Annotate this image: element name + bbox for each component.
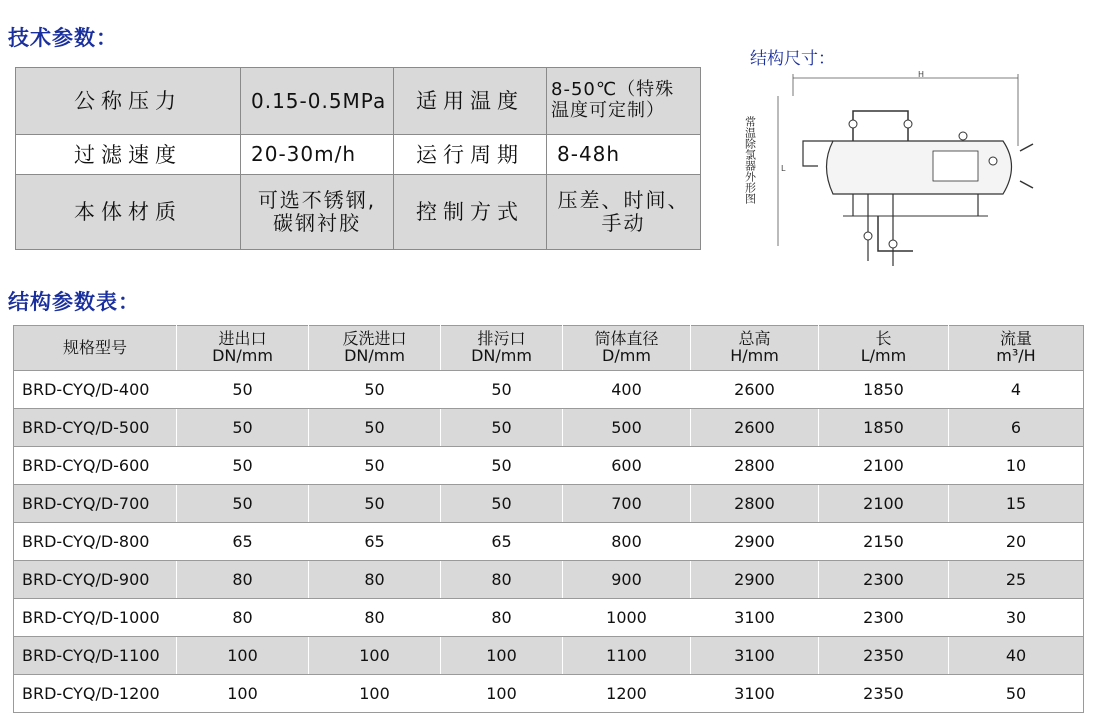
table-cell: 50 xyxy=(177,371,309,409)
model-cell: BRD-CYQ/D-600 xyxy=(14,447,177,485)
table-cell: 65 xyxy=(309,523,441,561)
spec-label: 适用温度 xyxy=(394,68,547,135)
column-header-line2: H/mm xyxy=(730,346,779,365)
table-cell: 1200 xyxy=(563,675,691,713)
spec-value-line: 手动 xyxy=(601,211,646,236)
table-cell: 2350 xyxy=(819,637,949,675)
table-cell: 2150 xyxy=(819,523,949,561)
spec-value-line: 碳钢衬胶 xyxy=(273,211,361,236)
table-cell: 30 xyxy=(949,599,1084,637)
column-header-line2: D/mm xyxy=(602,346,651,365)
table-cell: 6 xyxy=(949,409,1084,447)
column-header-line1: 筒体直径 xyxy=(594,329,659,349)
table-cell: 2600 xyxy=(691,371,819,409)
table-cell: 50 xyxy=(441,485,563,523)
table-cell: 80 xyxy=(177,561,309,599)
table-cell: 1100 xyxy=(563,637,691,675)
model-cell: BRD-CYQ/D-400 xyxy=(14,371,177,409)
model-cell: BRD-CYQ/D-900 xyxy=(14,561,177,599)
column-header xyxy=(177,326,309,371)
structure-body xyxy=(14,371,1084,713)
dechlorinator-outline-drawing xyxy=(738,66,1038,276)
table-row xyxy=(14,523,1084,561)
column-header-line1: 反洗进口 xyxy=(342,329,407,349)
table-cell: 50 xyxy=(309,485,441,523)
spec-row xyxy=(16,68,701,135)
table-cell: 100 xyxy=(441,675,563,713)
table-cell: 80 xyxy=(309,599,441,637)
model-cell: BRD-CYQ/D-700 xyxy=(14,485,177,523)
model-cell: BRD-CYQ/D-500 xyxy=(14,409,177,447)
table-cell: 50 xyxy=(949,675,1084,713)
table-cell: 80 xyxy=(441,599,563,637)
table-cell: 50 xyxy=(441,409,563,447)
diagram-caption: 结构尺寸： xyxy=(750,49,835,69)
dimension-h-label: H xyxy=(918,70,925,79)
table-cell: 500 xyxy=(563,409,691,447)
table-cell: 2100 xyxy=(819,485,949,523)
column-header xyxy=(309,326,441,371)
table-cell: 3100 xyxy=(691,599,819,637)
table-cell: 1850 xyxy=(819,409,949,447)
column-header xyxy=(14,326,177,371)
table-cell: 600 xyxy=(563,447,691,485)
table-cell: 2800 xyxy=(691,485,819,523)
structure-header-row xyxy=(14,326,1084,371)
table-cell: 50 xyxy=(309,447,441,485)
table-cell: 100 xyxy=(441,637,563,675)
model-cell: BRD-CYQ/D-800 xyxy=(14,523,177,561)
column-header xyxy=(949,326,1084,371)
spec-row xyxy=(16,175,701,250)
column-header xyxy=(563,326,691,371)
table-cell: 50 xyxy=(177,447,309,485)
spec-label: 过滤速度 xyxy=(16,135,241,175)
spec-value-line: 8-50℃（特殊 xyxy=(551,79,675,101)
table-cell: 3100 xyxy=(691,675,819,713)
column-header xyxy=(819,326,949,371)
table-cell: 2100 xyxy=(819,447,949,485)
model-cell: BRD-CYQ/D-1200 xyxy=(14,675,177,713)
spec-value-line: 温度可定制） xyxy=(551,100,665,122)
table-cell: 4 xyxy=(949,371,1084,409)
table-cell: 10 xyxy=(949,447,1084,485)
table-row xyxy=(14,561,1084,599)
table-cell: 100 xyxy=(309,637,441,675)
spec-value: 8-48h xyxy=(547,135,701,175)
table-cell: 80 xyxy=(177,599,309,637)
table-cell: 50 xyxy=(309,371,441,409)
table-cell: 1850 xyxy=(819,371,949,409)
table-cell: 25 xyxy=(949,561,1084,599)
spec-label: 本体材质 xyxy=(16,175,241,250)
spec-value xyxy=(547,68,701,135)
table-cell: 3100 xyxy=(691,637,819,675)
table-row xyxy=(14,409,1084,447)
column-header-line1: 排污口 xyxy=(477,329,526,349)
spec-value-line: 可选不锈钢, xyxy=(257,188,377,213)
table-cell: 400 xyxy=(563,371,691,409)
column-header-line2: DN/mm xyxy=(471,346,532,365)
column-header xyxy=(691,326,819,371)
spec-value-line: 压差、时间、 xyxy=(557,188,690,213)
table-cell: 2300 xyxy=(819,599,949,637)
spec-row xyxy=(16,135,701,175)
technical-params-title: 技术参数： xyxy=(8,26,118,50)
table-cell: 100 xyxy=(309,675,441,713)
spec-label: 公称压力 xyxy=(16,68,241,135)
table-cell: 2300 xyxy=(819,561,949,599)
table-row xyxy=(14,447,1084,485)
column-header-line1: 流量 xyxy=(999,329,1032,349)
table-row xyxy=(14,485,1084,523)
table-row xyxy=(14,637,1084,675)
spec-label: 运行周期 xyxy=(394,135,547,175)
table-cell: 50 xyxy=(441,371,563,409)
spec-value: 0.15-0.5MPa xyxy=(241,68,394,135)
table-row xyxy=(14,599,1084,637)
column-header-line2: m³/H xyxy=(996,346,1036,365)
column-header xyxy=(441,326,563,371)
table-cell: 15 xyxy=(949,485,1084,523)
column-header-line2: DN/mm xyxy=(212,346,273,365)
spec-label: 控制方式 xyxy=(394,175,547,250)
structure-table xyxy=(13,325,1084,713)
spec-value: 20-30m/h xyxy=(241,135,394,175)
table-cell: 50 xyxy=(177,485,309,523)
model-cell: BRD-CYQ/D-1100 xyxy=(14,637,177,675)
dimension-l-label: L xyxy=(781,164,786,173)
table-row xyxy=(14,675,1084,713)
table-cell: 100 xyxy=(177,637,309,675)
table-cell: 40 xyxy=(949,637,1084,675)
table-cell: 2900 xyxy=(691,523,819,561)
table-cell: 65 xyxy=(441,523,563,561)
table-cell: 50 xyxy=(177,409,309,447)
spec-value xyxy=(547,175,701,250)
spec-value xyxy=(241,175,394,250)
column-header-line2: L/mm xyxy=(860,346,907,365)
table-cell: 50 xyxy=(441,447,563,485)
structure-params-title: 结构参数表： xyxy=(8,290,140,314)
table-cell: 2800 xyxy=(691,447,819,485)
table-cell: 80 xyxy=(441,561,563,599)
column-header-line1: 总高 xyxy=(738,329,771,349)
table-cell: 1000 xyxy=(563,599,691,637)
table-cell: 800 xyxy=(563,523,691,561)
drawing-vertical-caption: 常温除氯器外形图 xyxy=(743,116,757,204)
table-cell: 2350 xyxy=(819,675,949,713)
spec-table xyxy=(15,67,701,250)
model-cell: BRD-CYQ/D-1000 xyxy=(14,599,177,637)
column-header-line2: DN/mm xyxy=(344,346,405,365)
table-cell: 65 xyxy=(177,523,309,561)
table-cell: 80 xyxy=(309,561,441,599)
table-cell: 20 xyxy=(949,523,1084,561)
table-cell: 900 xyxy=(563,561,691,599)
table-cell: 100 xyxy=(177,675,309,713)
column-header-line1: 长 xyxy=(875,329,892,349)
table-cell: 50 xyxy=(309,409,441,447)
column-header-line1: 进出口 xyxy=(218,329,267,349)
table-cell: 2900 xyxy=(691,561,819,599)
column-header-line1: 规格型号 xyxy=(62,337,127,357)
table-cell: 700 xyxy=(563,485,691,523)
table-row xyxy=(14,371,1084,409)
table-cell: 2600 xyxy=(691,409,819,447)
